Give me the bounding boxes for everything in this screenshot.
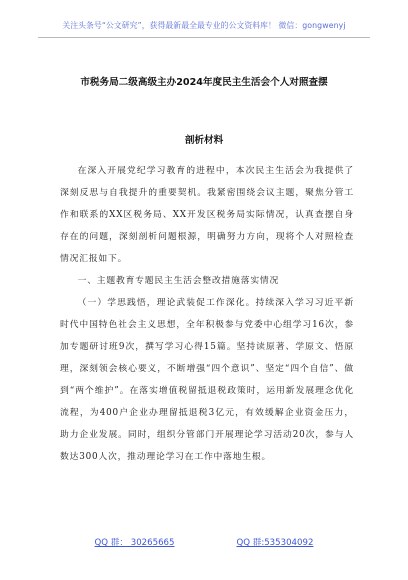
paragraph-intro: 在深入开展党纪学习教育的进程中，本次民主生活会为我提供了深刻反思与自我提升的重要契机。我紧密围绕会议主题，聚焦分管工作和联系的XX区税务局、XX开发区税务局实际情况，认真查摆自身存在的问题，深刻剖析问题根源，明确努力方向，现将个人对照检查情况汇报如下。 bbox=[60, 166, 354, 264]
document-title: 市税务局二级高级主办2024年度民主生活会个人对照查摆 bbox=[80, 77, 328, 88]
header-banner: 关注头条号“公文研究”，获得最新最全最专业的公文资料库！ 微信：gongwenyj bbox=[62, 21, 346, 30]
header-divider bbox=[38, 37, 370, 38]
document-subtitle: 剖析材料 bbox=[184, 135, 224, 146]
footer-qq-group-1[interactable]: QQ 群： 30265665 bbox=[94, 538, 175, 548]
document-body bbox=[60, 160, 354, 468]
paragraph-study: （一）学思践悟，理论武装促工作深化。持续深入学习习近平新时代中国特色社会主义思想，全年积极参与党委中心组学习16次，参加专题研讨班9次，撰写学习心得15篇。坚持读原著、学原文、悟原理，深刻领会核心要义，不断增强“四个意识”、坚定“四个自信”、做到“两个维护”。在落实增值税留抵退税政策时，运用新发展理念优化流程，为400户企业办理留抵退税3亿元，有效缓解企业资金压力，助力企业发展。同时，组织分管部门开展理论学习活动20次，参与人数达300人次，推动理论学习在工作中落地生根。 bbox=[60, 298, 354, 462]
section-heading: 一、主题教育专题民主生活会整改措施落实情况 bbox=[77, 276, 280, 286]
footer bbox=[0, 536, 408, 548]
footer-qq-group-2[interactable]: QQ 群:535304092 bbox=[236, 538, 314, 548]
